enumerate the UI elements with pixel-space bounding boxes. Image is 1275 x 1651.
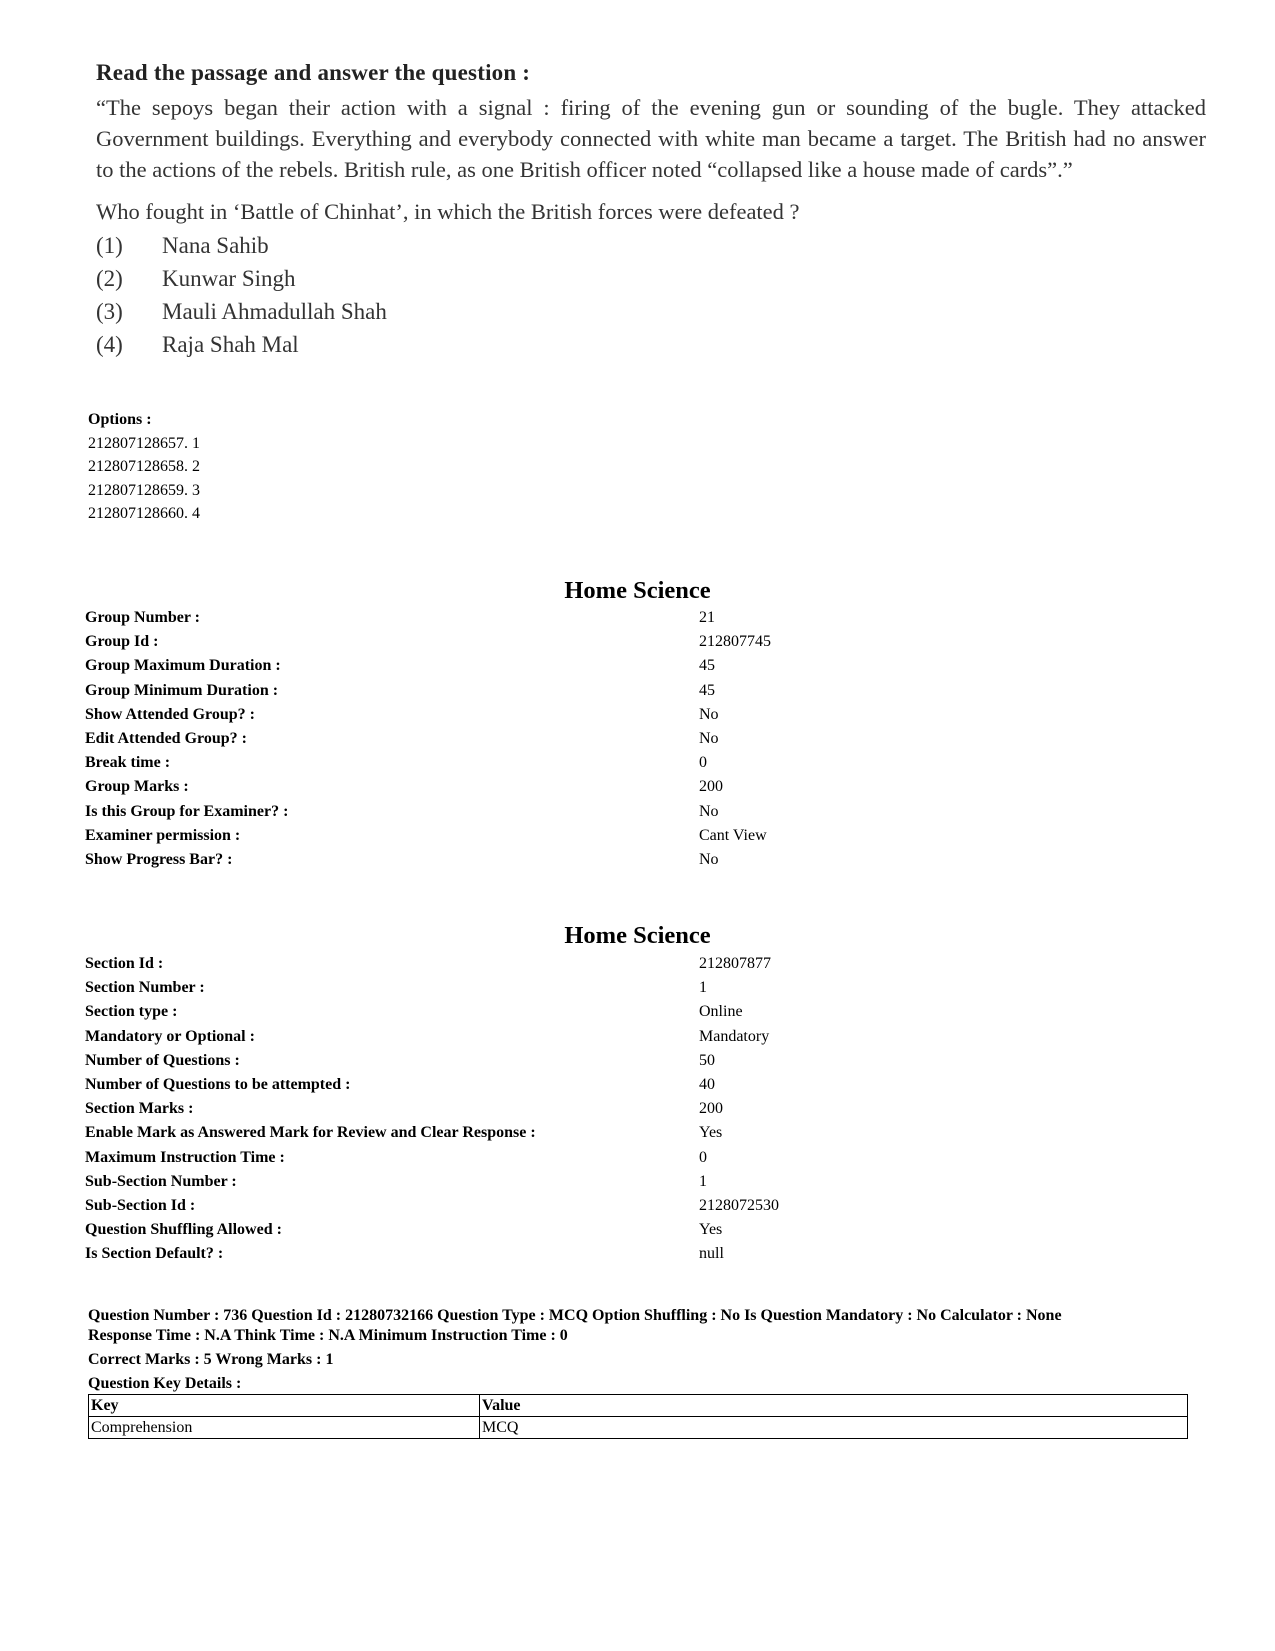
- info-label: Number of Questions :: [85, 1051, 240, 1069]
- info-value: 212807877: [699, 955, 771, 972]
- info-row: [85, 1097, 779, 1121]
- info-value: 1: [699, 1172, 707, 1190]
- question-heading: Read the passage and answer the question :: [96, 60, 531, 85]
- info-value: Yes: [699, 1124, 723, 1142]
- info-row: [85, 727, 771, 751]
- info-label: Section Number :: [85, 979, 205, 997]
- option-item: 212807128660. 4: [88, 505, 200, 522]
- info-row: [85, 1146, 779, 1170]
- info-label: Group Minimum Duration :: [85, 681, 279, 699]
- info-value: 200: [699, 778, 723, 796]
- question-key-details-label: Question Key Details :: [88, 1375, 242, 1392]
- info-value: No: [699, 802, 719, 820]
- choice-text: Raja Shah Mal: [162, 332, 299, 357]
- table-header-row: [89, 1395, 1188, 1417]
- question-choice: [96, 328, 1206, 361]
- info-value: Yes: [699, 1221, 723, 1239]
- info-label: Break time :: [85, 754, 171, 772]
- info-label: Is Section Default? :: [85, 1245, 224, 1263]
- info-value: No: [699, 729, 719, 747]
- info-value: Mandatory: [699, 1027, 770, 1045]
- info-label: Sub-Section Number :: [85, 1172, 237, 1190]
- choice-number: (2): [96, 266, 123, 291]
- options-block: [88, 408, 200, 526]
- info-label: Sub-Section Id :: [85, 1196, 196, 1214]
- info-label: Group Id :: [85, 633, 159, 651]
- info-row: [85, 1218, 779, 1242]
- info-label: Examiner permission :: [85, 826, 241, 844]
- info-label: Question Shuffling Allowed :: [85, 1221, 282, 1239]
- info-row: [85, 703, 771, 727]
- choice-text: Kunwar Singh: [162, 266, 296, 291]
- choice-text: Mauli Ahmadullah Shah: [162, 299, 387, 324]
- question-marks: Correct Marks : 5 Wrong Marks : 1: [88, 1351, 334, 1368]
- group-info-table: [85, 606, 771, 872]
- info-row: [85, 1000, 779, 1024]
- info-row: [85, 1242, 779, 1266]
- question-choice: [96, 229, 1206, 262]
- info-value: 40: [699, 1075, 715, 1093]
- option-item: 212807128659. 3: [88, 481, 200, 499]
- info-value: Cant View: [699, 826, 767, 844]
- table-cell: Comprehension: [89, 1417, 480, 1439]
- table-row: [89, 1417, 1188, 1439]
- options-label: Options :: [88, 411, 152, 428]
- info-label: Section Id :: [85, 955, 164, 972]
- info-value: No: [699, 850, 719, 868]
- info-row: [85, 775, 771, 799]
- info-label: Number of Questions to be attempted :: [85, 1075, 351, 1093]
- question-meta-line: Response Time : N.A Think Time : N.A Minimum Instruction Time : 0: [88, 1327, 568, 1344]
- info-row: [85, 606, 771, 630]
- info-row: [85, 630, 771, 654]
- info-row: [85, 848, 771, 872]
- info-label: Is this Group for Examiner? :: [85, 802, 289, 820]
- question-key-table: [88, 1394, 1188, 1439]
- info-value: 200: [699, 1100, 723, 1118]
- info-row: [85, 679, 771, 703]
- info-value: 1: [699, 979, 707, 997]
- info-row: [85, 1194, 779, 1218]
- question-image: [96, 60, 1206, 361]
- info-label: Show Attended Group? :: [85, 705, 255, 723]
- info-value: 2128072530: [699, 1196, 779, 1214]
- info-value: 0: [699, 754, 707, 772]
- option-item: 212807128658. 2: [88, 458, 200, 475]
- question-choices: [96, 229, 1206, 361]
- question-choice: [96, 262, 1206, 295]
- info-value: 212807745: [699, 633, 771, 651]
- info-label: Edit Attended Group? :: [85, 729, 247, 747]
- choice-number: (3): [96, 299, 123, 324]
- info-row: [85, 952, 779, 976]
- info-value: 50: [699, 1051, 715, 1069]
- info-row: [85, 976, 779, 1000]
- info-row: [85, 1049, 779, 1073]
- info-label: Maximum Instruction Time :: [85, 1148, 285, 1166]
- info-row: [85, 824, 771, 848]
- info-row: [85, 1170, 779, 1194]
- info-row: [85, 1121, 779, 1145]
- table-header: Key: [89, 1395, 480, 1417]
- question-choice: [96, 295, 1206, 328]
- info-row: [85, 1025, 779, 1049]
- choice-number: (4): [96, 332, 123, 357]
- question-meta-line: Question Number : 736 Question Id : 21280732166 Question Type : MCQ Option Shuffling : No Is Question Mandatory : No Calculator : None: [88, 1307, 1062, 1324]
- info-value: 45: [699, 657, 715, 675]
- table-cell: MCQ: [480, 1417, 1188, 1439]
- info-row: [85, 1073, 779, 1097]
- info-row: [85, 800, 771, 824]
- choice-text: Nana Sahib: [162, 233, 269, 258]
- info-label: Group Number :: [85, 609, 200, 626]
- section-info-table: [85, 952, 779, 1266]
- question-stem: Who fought in ‘Battle of Chinhat’, in which the British forces were defeated ?: [96, 199, 800, 224]
- info-label: Section Marks :: [85, 1100, 194, 1118]
- option-item: 212807128657. 1: [88, 434, 200, 452]
- info-value: 45: [699, 681, 715, 699]
- info-label: Group Marks :: [85, 778, 189, 796]
- info-label: Enable Mark as Answered Mark for Review and Clear Response :: [85, 1124, 536, 1142]
- info-row: [85, 654, 771, 678]
- info-value: 21: [699, 609, 715, 626]
- info-value: No: [699, 705, 719, 723]
- section-title: Home Science: [564, 922, 711, 949]
- question-passage: “The sepoys began their action with a signal : firing of the evening gun or sounding of the bugle. They attacked Government buildings. Everything and everybody connected with white man became a target. The British had no answer to the actions of the rebels. British rule, as one British officer noted “collapsed like a house made of cards”.”: [96, 95, 1206, 182]
- choice-number: (1): [96, 233, 123, 258]
- question-meta: [88, 1306, 1198, 1394]
- info-label: Show Progress Bar? :: [85, 850, 233, 868]
- info-value: 0: [699, 1148, 707, 1166]
- group-title: Home Science: [564, 577, 711, 604]
- info-label: Mandatory or Optional :: [85, 1027, 255, 1045]
- info-label: Group Maximum Duration :: [85, 657, 281, 675]
- info-value: null: [699, 1245, 724, 1263]
- info-label: Section type :: [85, 1003, 178, 1021]
- info-row: [85, 751, 771, 775]
- table-header: Value: [480, 1395, 1188, 1417]
- info-value: Online: [699, 1003, 743, 1021]
